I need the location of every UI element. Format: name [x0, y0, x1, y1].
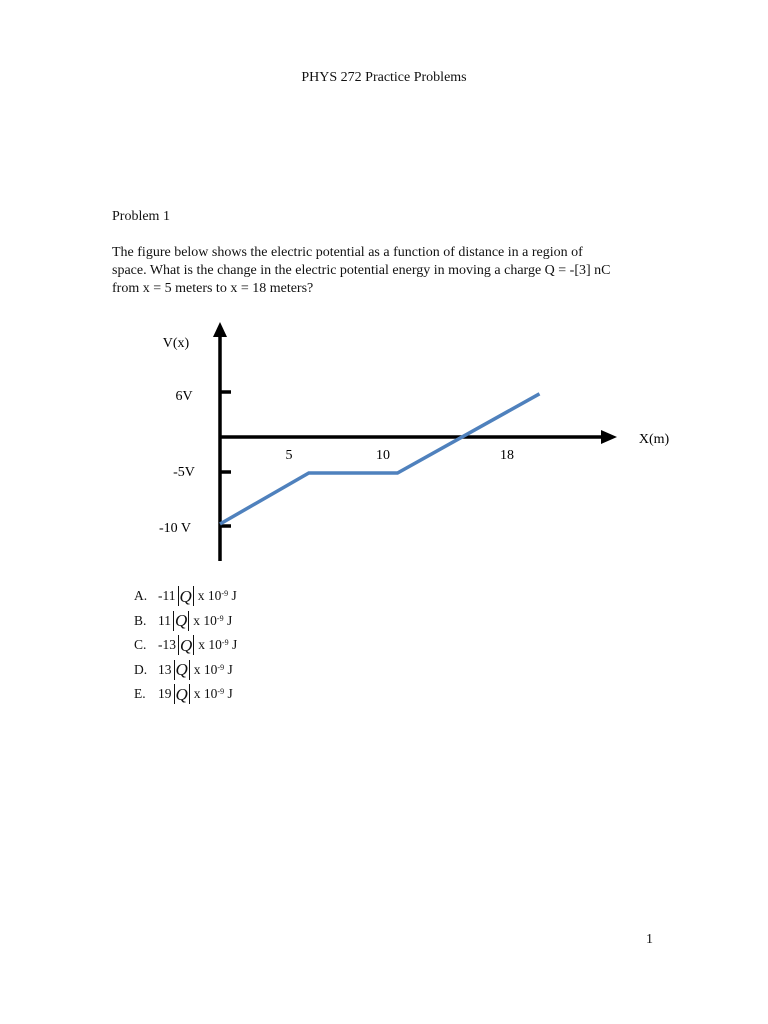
page-header-title: PHYS 272 Practice Problems: [301, 70, 467, 85]
answer-choice-a[interactable]: A. -11 Q x 10 $^{-9}$ J: [134, 586, 237, 606]
choice-multiplier: x 10: [197, 588, 222, 604]
y-tick-label: -5V: [173, 465, 195, 480]
answer-choices: [134, 584, 237, 707]
choice-unit: J: [227, 686, 233, 702]
problem-statement-line: The figure below shows the electric potential as a function of distance in a region of: [112, 245, 583, 260]
answer-choice-e[interactable]: E. 19 Q x 10 $^{-9}$ J: [134, 684, 233, 704]
charge-symbol: Q: [179, 586, 192, 606]
abs-q-symbol: [173, 684, 191, 704]
choice-coefficient: 11: [158, 612, 171, 628]
x-tick-label: 18: [500, 448, 514, 463]
abs-q-symbol: [173, 660, 191, 680]
choice-unit: J: [227, 661, 233, 677]
y-tick-label: -10 V: [158, 521, 192, 536]
x-tick-label: 10: [376, 448, 390, 463]
choice-multiplier: x 10: [198, 637, 222, 653]
choice-letter: B.: [134, 612, 147, 628]
answer-choice-d[interactable]: D. 13 Q x 10 $^{-9}$ J: [134, 660, 233, 680]
choice-coefficient: 19: [158, 686, 172, 702]
answer-choice-b[interactable]: B. 11 Q x 10 $^{-9}$ J: [134, 611, 233, 631]
charge-symbol: Q: [175, 611, 188, 631]
y-axis-label: V(x): [162, 336, 190, 351]
choice-letter: E.: [134, 686, 146, 702]
answer-choice-c[interactable]: C. -13 Q x 10 $^{-9}$ J: [134, 635, 238, 655]
charge-symbol: Q: [175, 684, 188, 704]
y-tick-label: 6V: [175, 389, 193, 404]
choice-coefficient: -11: [158, 588, 176, 604]
x-axis-label: X(m): [638, 432, 670, 447]
x-axis-arrowhead: [601, 430, 617, 444]
choice-unit: J: [226, 612, 233, 628]
choice-unit: J: [231, 588, 237, 604]
choice-letter: C.: [134, 637, 147, 653]
choice-multiplier: x 10: [193, 661, 218, 677]
abs-q-symbol: [177, 635, 195, 655]
x-tick-label: 5: [285, 448, 293, 463]
charge-symbol: Q: [175, 660, 188, 680]
choice-unit: J: [231, 637, 238, 653]
choice-coefficient: 13: [158, 661, 172, 677]
y-axis-arrowhead: [213, 322, 227, 337]
choice-letter: A.: [134, 588, 148, 604]
abs-q-symbol: [172, 611, 190, 631]
abs-q-symbol: [177, 586, 195, 606]
problem-statement-line: space. What is the change in the electric potential energy in moving a charge Q = -[3] nC: [112, 263, 611, 278]
problem-statement-line: from x = 5 meters to x = 18 meters?: [112, 281, 314, 296]
choice-letter: D.: [134, 661, 148, 677]
page-number: 1: [646, 932, 653, 947]
charge-symbol: Q: [180, 635, 193, 655]
problem-title: Problem 1: [112, 209, 170, 224]
choice-multiplier: x 10: [193, 686, 218, 702]
choice-multiplier: x 10: [193, 612, 217, 628]
choice-coefficient: -13: [158, 637, 176, 653]
